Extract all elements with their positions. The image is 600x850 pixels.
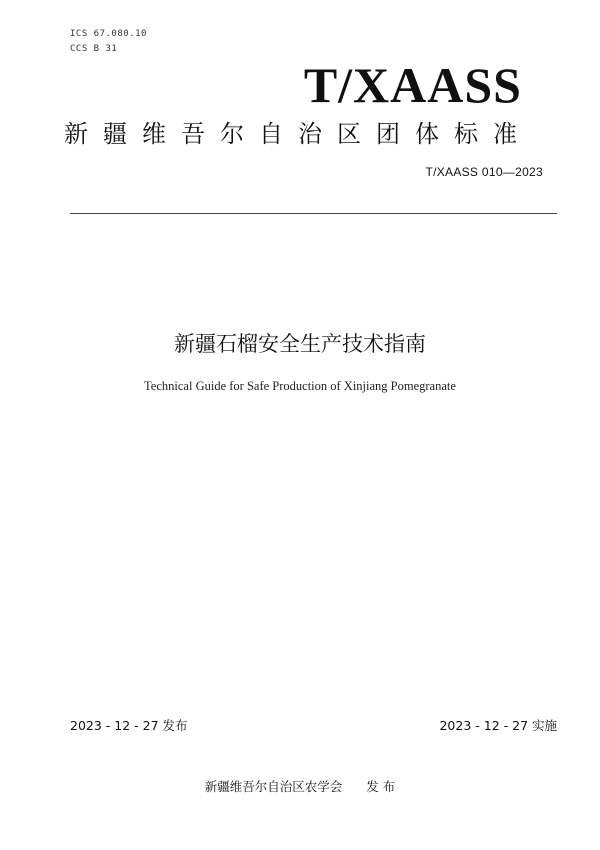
- ics-code: ICS 67.080.10: [70, 29, 147, 39]
- standard-type-heading: 新疆维吾尔自治区团体标准: [64, 120, 532, 148]
- header-divider: [70, 213, 557, 214]
- document-title-english: Technical Guide for Safe Production of Xinjiang Pomegranate: [144, 379, 456, 393]
- issue-date: 2023 - 12 - 27 发布: [70, 718, 188, 733]
- standard-number: T/XAASS 010—2023: [425, 165, 543, 179]
- implementation-date: 2023 - 12 - 27 实施: [439, 718, 557, 733]
- issue-word: 发 布: [366, 779, 396, 794]
- standard-code-mark: T/XAASS: [303, 57, 522, 113]
- issuer-name: 新疆维吾尔自治区农学会: [204, 779, 343, 794]
- ccs-code: CCS B 31: [70, 44, 118, 54]
- document-title-chinese: 新疆石榴安全生产技术指南: [174, 332, 426, 356]
- issuer-line: [0, 777, 600, 795]
